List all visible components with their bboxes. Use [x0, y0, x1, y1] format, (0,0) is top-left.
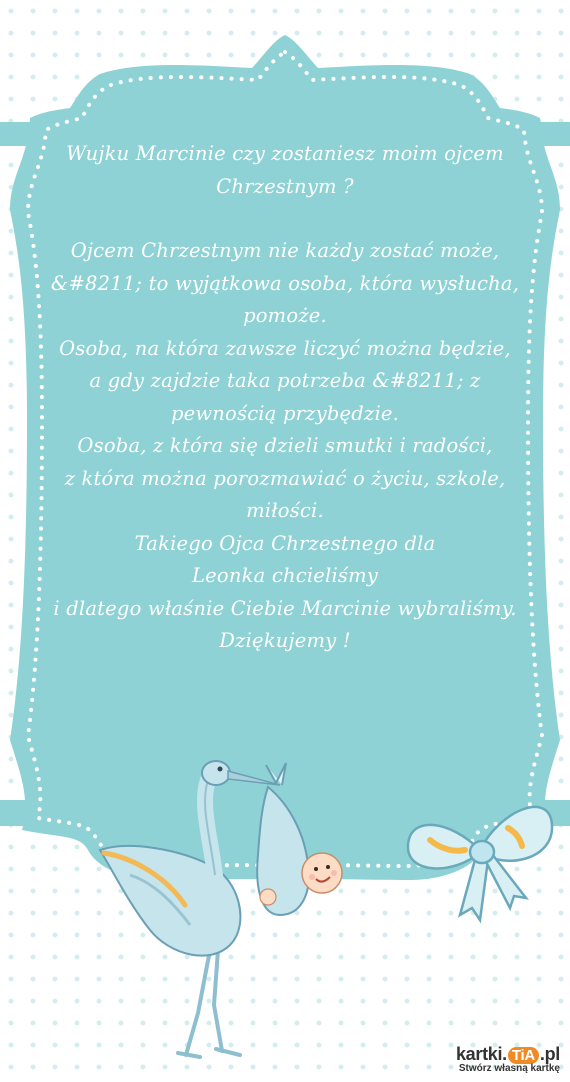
invitation-message — [48, 138, 522, 658]
message-line: &#8211; to wyjątkowa osoba, która wysłucha, pomoże. — [50, 271, 520, 327]
message-line: Osoba, z która się dzieli smutki i radości, — [77, 434, 493, 457]
message-line: Ojcem Chrzestnym nie każdy zostać może, — [70, 239, 500, 262]
message-intro: Wujku Marcinie czy zostaniesz moim ojcem Chrzestnym ? — [66, 142, 504, 198]
message-line: a gdy zajdzie taka potrzeba &#8211; z pewnością przybędzie. — [89, 369, 481, 425]
message-line: i dlatego właśnie Ciebie Marcinie wybraliśmy. — [53, 596, 517, 620]
message-line: Osoba, na która zawsze liczyć można będzie, — [59, 336, 511, 360]
message-line: z która można porozmawiać o życiu, szkole, miłości. — [64, 466, 506, 522]
message-line: Takiego Ojca Chrzestnego dla — [134, 531, 436, 555]
brand-name-right: .pl — [539, 1044, 560, 1064]
brand-tagline: Stwórz własną kartkę — [458, 1063, 560, 1074]
kartki-brand[interactable] — [456, 1044, 560, 1074]
brand-logo — [456, 1044, 560, 1065]
message-line: Dziękujemy ! — [219, 629, 351, 652]
brand-badge: TiA — [508, 1047, 539, 1064]
bow-illustration — [400, 780, 560, 925]
message-line: Leonka chcieliśmy — [192, 564, 378, 587]
stork-illustration — [90, 755, 360, 1065]
paragraph-gap — [48, 203, 522, 235]
brand-name-left: kartki. — [455, 1044, 507, 1064]
